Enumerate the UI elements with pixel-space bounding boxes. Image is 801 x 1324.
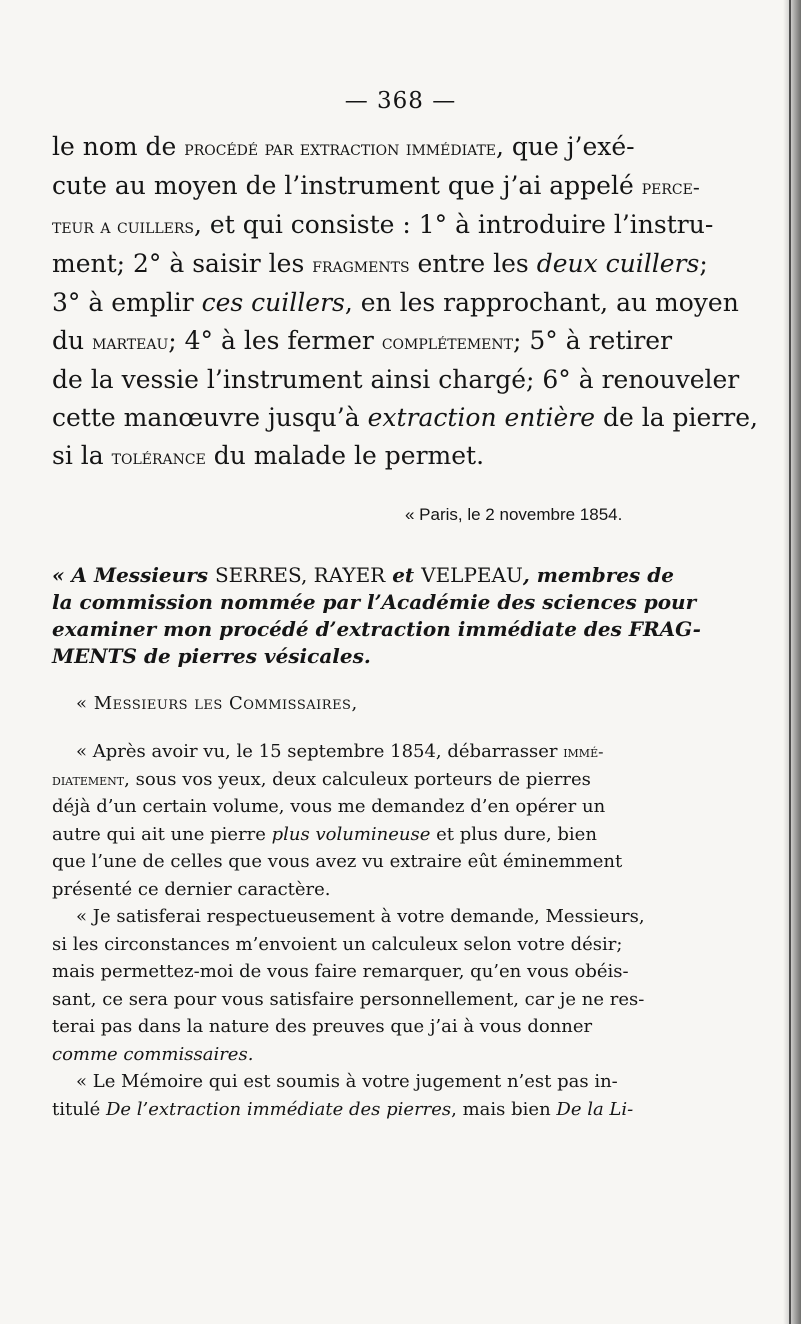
letter-p3-line-2: titulé De l’extraction immédiate des pierres, mais bien De la Li- (52, 1098, 634, 1120)
dateline: « Paris, le 2 novembre 1854. (405, 505, 623, 524)
letter-p1-line-2: diatement, sous vos yeux, deux calculeux porteurs de pierres (52, 768, 591, 790)
intro-line-7: de la vessie l’instrument ainsi chargé; 6° à renouveler (52, 365, 740, 394)
intro-line-3: teur a cuillers, et qui consiste : 1° à introduire l’instru- (52, 210, 714, 239)
letter-address (52, 562, 712, 670)
intro-line-5: 3° à emplir ces cuillers, en les rapprochant, au moyen (52, 288, 739, 317)
letter-p2-line-6: comme commissaires. (52, 1043, 254, 1065)
letter-p1-line-6: présenté ce dernier caractère. (52, 878, 331, 900)
page-edge-line (789, 0, 791, 1324)
letter-address-line-1: « A Messieurs SERRES, RAYER et VELPEAU, membres de (52, 563, 674, 587)
intro-line-6: du marteau; 4° à les fermer complétement; 5° à retirer (52, 326, 673, 355)
letter-address-line-3: examiner mon procédé d’extraction immédiate des FRAG- (52, 617, 701, 641)
letter-p1-line-5: que l’une de celles que vous avez vu extraire eût éminemment (52, 851, 623, 872)
letter-p2-line-5: terai pas dans la nature des preuves que j’ai à vous donner (52, 1016, 593, 1037)
letter-body (52, 738, 712, 1123)
intro-line-8: cette manœuvre jusqu’à extraction entière de la pierre, (52, 403, 758, 432)
letter-p2-line-2: si les circonstances m’envoient un calculeux selon votre désir; (52, 933, 623, 955)
letter-p2-line-1: « Je satisferai respectueusement à votre demande, Messieurs, (76, 906, 645, 927)
letter-p1-line-1: « Après avoir vu, le 15 septembre 1854, débarrasser immé- (76, 741, 604, 762)
letter-address-line-2: la commission nommée par l’Académie des sciences pour (52, 590, 697, 614)
letter-p2-line-3: mais permettez-moi de vous faire remarquer, qu’en vous obéis- (52, 961, 629, 982)
intro-paragraph (52, 128, 758, 476)
salutation: « Messieurs les Commissaires, (76, 693, 358, 714)
intro-line-1: le nom de procédé par extraction immédiate, que j’exé- (52, 132, 635, 161)
letter-p1-line-4: autre qui ait une pierre plus volumineuse et plus dure, bien (52, 823, 597, 845)
page-number: — 368 — (344, 88, 457, 114)
letter-p3-line-1: « Le Mémoire qui est soumis à votre jugement n’est pas in- (76, 1071, 618, 1092)
letter-p1-line-3: déjà d’un certain volume, vous me demandez d’en opérer un (52, 796, 606, 817)
intro-line-9: si la tolérance du malade le permet. (52, 441, 485, 470)
page-edge-shadow (783, 0, 801, 1324)
intro-line-4: ment; 2° à saisir les fragments entre les deux cuillers; (52, 249, 708, 278)
intro-line-2: cute au moyen de l’instrument que j’ai appelé perce- (52, 171, 700, 200)
letter-address-line-4: MENTS de pierres vésicales. (52, 644, 371, 668)
letter-p2-line-4: sant, ce sera pour vous satisfaire personnellement, car je ne res- (52, 988, 645, 1010)
